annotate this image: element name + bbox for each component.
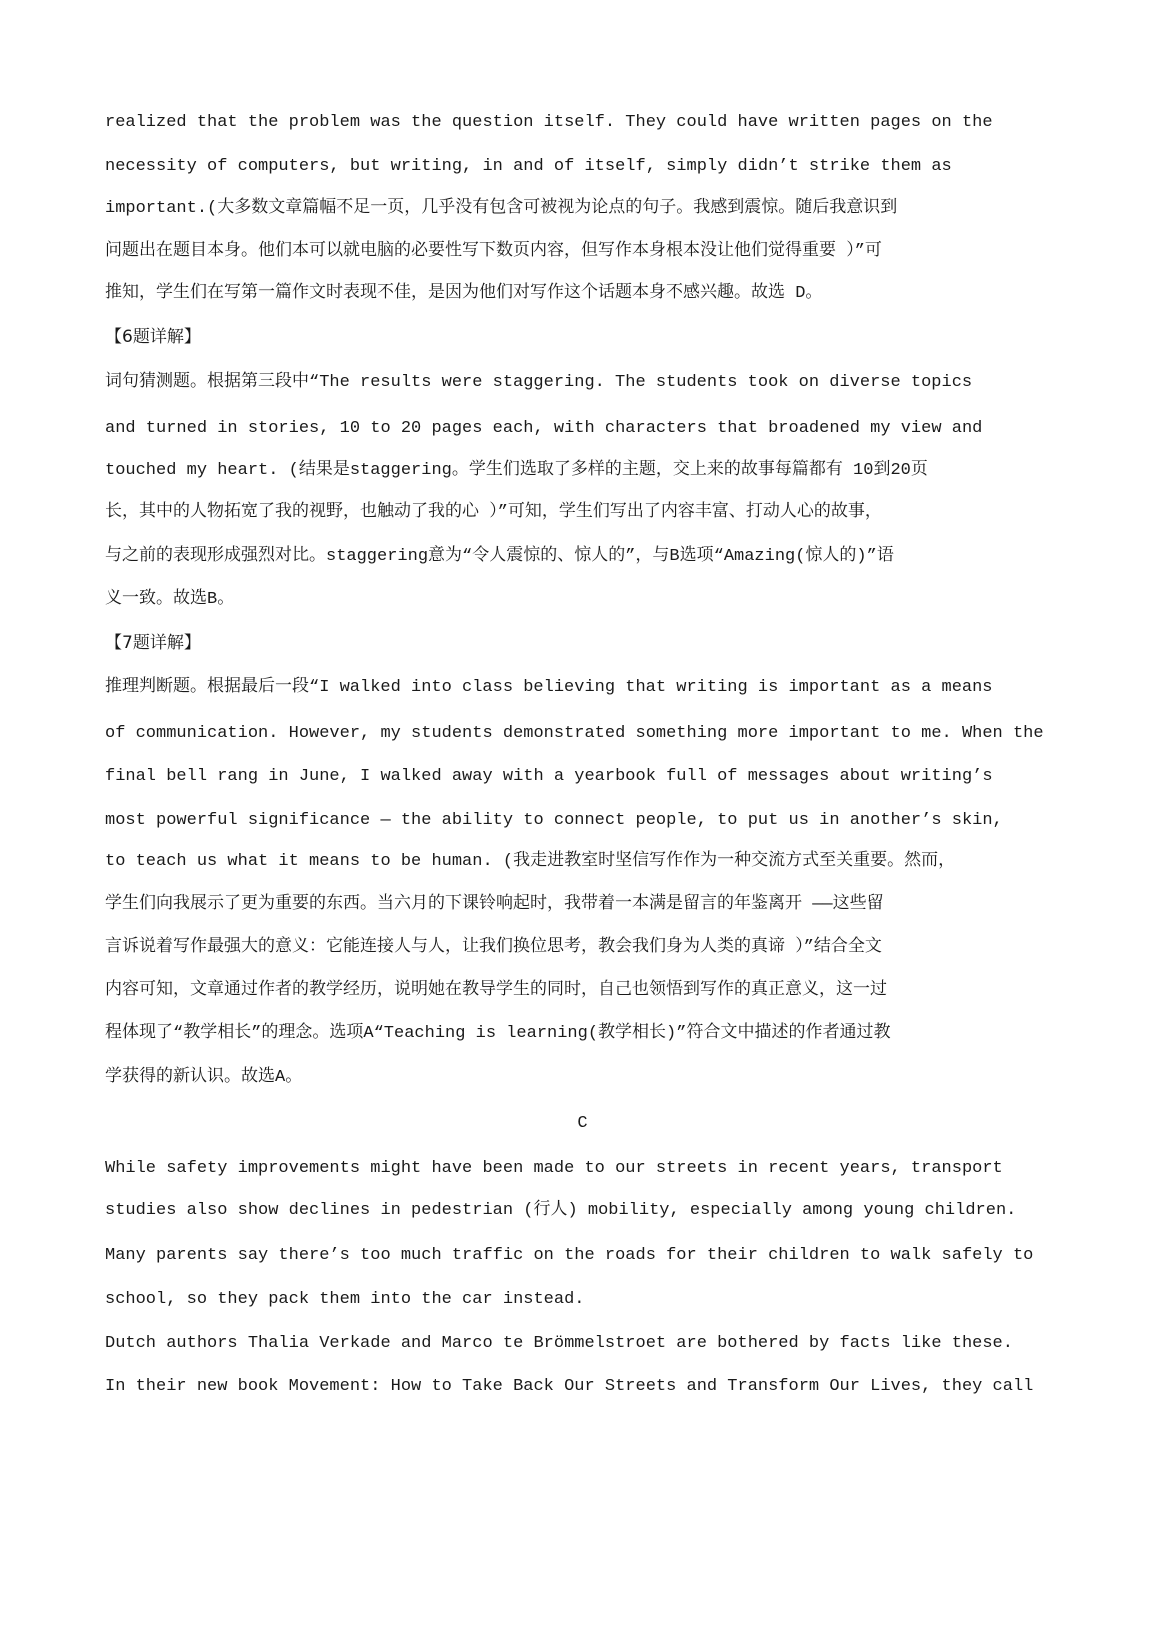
text-line: 问题出在题目本身。他们本可以就电脑的必要性写下数页内容，但写作本身根本没让他们觉得重要 ）”可 bbox=[105, 242, 882, 261]
passage-title: C bbox=[577, 1114, 588, 1133]
text-line: 推理判断题。根据最后一段“I walked into class believing that writing is important as a means bbox=[105, 678, 993, 697]
text-line: 推知，学生们在写第一篇作文时表现不佳，是因为他们对写作这个话题本身不感兴趣。故选 D。 bbox=[105, 284, 823, 303]
text-line: and turned in stories, 10 to 20 pages each, with characters that broadened my view and bbox=[105, 419, 983, 438]
text-line: of communication. However, my students demonstrated something more important to me. When the bbox=[105, 724, 1044, 743]
text-line: to teach us what it means to be human. (我走进教室时坚信写作作为一种交流方式至关重要。然而， bbox=[105, 852, 956, 871]
text-line: 程体现了“教学相长”的理念。选项A“Teaching is learning(教学相长)”符合文中描述的作者通过教 bbox=[105, 1024, 891, 1043]
text-line: important.(大多数文章篇幅不足一页，几乎没有包含可被视为论点的句子。我感到震惊。随后我意识到 bbox=[105, 199, 898, 218]
text-line: studies also show declines in pedestrian (行人) mobility, especially among young children. bbox=[105, 1201, 1017, 1220]
text-line: necessity of computers, but writing, in and of itself, simply didn’t strike them as bbox=[105, 157, 952, 176]
text-line: 与之前的表现形成强烈对比。staggering意为“令人震惊的、惊人的”，与B选项“Amazing(惊人的)”语 bbox=[105, 547, 894, 566]
text-line: 长，其中的人物拓宽了我的视野，也触动了我的心 ）”可知，学生们写出了内容丰富、打动人心的故事， bbox=[105, 503, 882, 522]
text-line: 言诉说着写作最强大的意义：它能连接人与人，让我们换位思考，教会我们身为人类的真谛 ）”结合全文 bbox=[105, 938, 882, 957]
text-line: 学获得的新认识。故选A。 bbox=[105, 1068, 303, 1087]
text-line: In their new book Movement: How to Take Back Our Streets and Transform Our Lives, they call bbox=[105, 1377, 1034, 1396]
text-line: final bell rang in June, I walked away with a yearbook full of messages about writing’s bbox=[105, 767, 993, 786]
section-heading-7: 【7题详解】 bbox=[105, 633, 201, 653]
text-line: realized that the problem was the question itself. They could have written pages on the bbox=[105, 113, 993, 132]
text-line: touched my heart. (结果是staggering。学生们选取了多样的主题，交上来的故事每篇都有 10到20页 bbox=[105, 461, 928, 480]
text-line: 学生们向我展示了更为重要的东西。当六月的下课铃响起时，我带着一本满是留言的年鉴离开 ——这些留 bbox=[105, 895, 884, 914]
text-line: Dutch authors Thalia Verkade and Marco te Brömmelstroet are bothered by facts like these. bbox=[105, 1334, 1013, 1353]
section-heading-6: 【6题详解】 bbox=[105, 327, 201, 347]
text-line: While safety improvements might have been made to our streets in recent years, transport bbox=[105, 1159, 1003, 1178]
text-line: 内容可知，文章通过作者的教学经历，说明她在教导学生的同时，自己也领悟到写作的真正意义，这一过 bbox=[105, 981, 887, 1000]
text-line: Many parents say there’s too much traffic on the roads for their children to walk safely to bbox=[105, 1246, 1034, 1265]
text-line: school, so they pack them into the car instead. bbox=[105, 1290, 585, 1309]
text-line: 词句猜测题。根据第三段中“The results were staggering. The students took on diverse topics bbox=[105, 373, 973, 392]
text-line: most powerful significance — the ability to connect people, to put us in another’s skin, bbox=[105, 811, 1003, 830]
text-line: 义一致。故选B。 bbox=[105, 590, 235, 609]
